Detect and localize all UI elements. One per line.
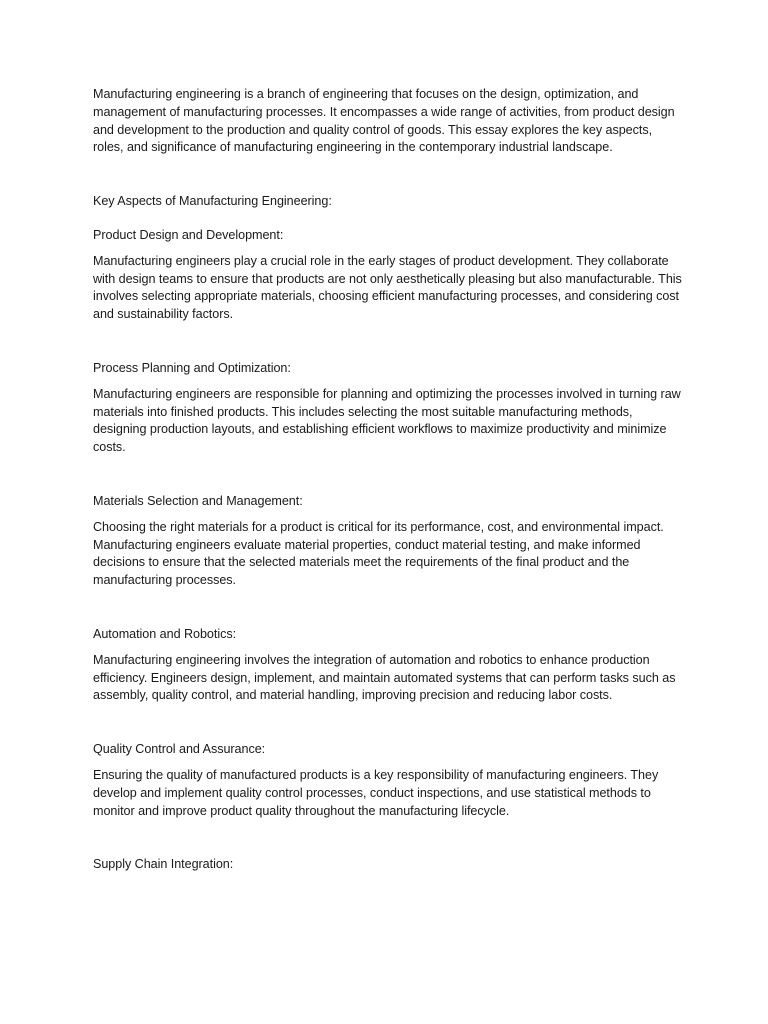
document-body	[93, 86, 683, 882]
key-aspects-heading: Key Aspects of Manufacturing Engineering:	[93, 194, 332, 209]
intro-paragraph: Manufacturing engineering is a branch of engineering that focuses on the design, optimization, and management of manufacturing processes. It encompasses a wide range of activities, from product design and development to the production and quality control of goods. This essay explores the key aspects, roles, and significance of manufacturing engineering in the contemporary industrial landscape.	[93, 87, 675, 155]
section-body-automation: Manufacturing engineering involves the integration of automation and robotics to enhance production efficiency. Engineers design, implement, and maintain automated systems that can perform tasks such as assembly, quality control, and material handling, improving precision and reducing labor costs.	[93, 652, 676, 703]
section-heading-materials: Materials Selection and Management:	[93, 493, 303, 508]
section-body-process-planning: Manufacturing engineers are responsible for planning and optimizing the processes involved in turning raw materials into finished products. This includes selecting the most suitable manufacturing methods, designing production layouts, and establishing efficient workflows to maximize productivity and minimize costs.	[93, 386, 681, 455]
section-heading-automation: Automation and Robotics:	[93, 626, 237, 641]
section-heading-quality: Quality Control and Assurance:	[93, 742, 266, 757]
section-body-materials: Choosing the right materials for a product is critical for its performance, cost, and environmental impact. Manufacturing engineers evaluate material properties, conduct material testing, and make informed decisions to ensure that the selected materials meet the requirements of the final product and the manufacturing processes.	[93, 519, 664, 588]
section-body-quality: Ensuring the quality of manufactured products is a key responsibility of manufacturing engineers. They develop and implement quality control processes, conduct inspections, and use statistical methods to monitor and improve product quality throughout the manufacturing lifecycle.	[93, 767, 659, 818]
section-heading-product-design: Product Design and Development:	[93, 227, 284, 242]
section-heading-process-planning: Process Planning and Optimization:	[93, 360, 291, 375]
section-heading-supply-chain: Supply Chain Integration:	[93, 857, 234, 872]
section-body-product-design: Manufacturing engineers play a crucial role in the early stages of product development. They collaborate with design teams to ensure that products are not only aesthetically pleasing but also manufacturable. This involves selecting appropriate materials, choosing efficient manufacturing processes, and considering cost and sustainability factors.	[93, 253, 682, 322]
